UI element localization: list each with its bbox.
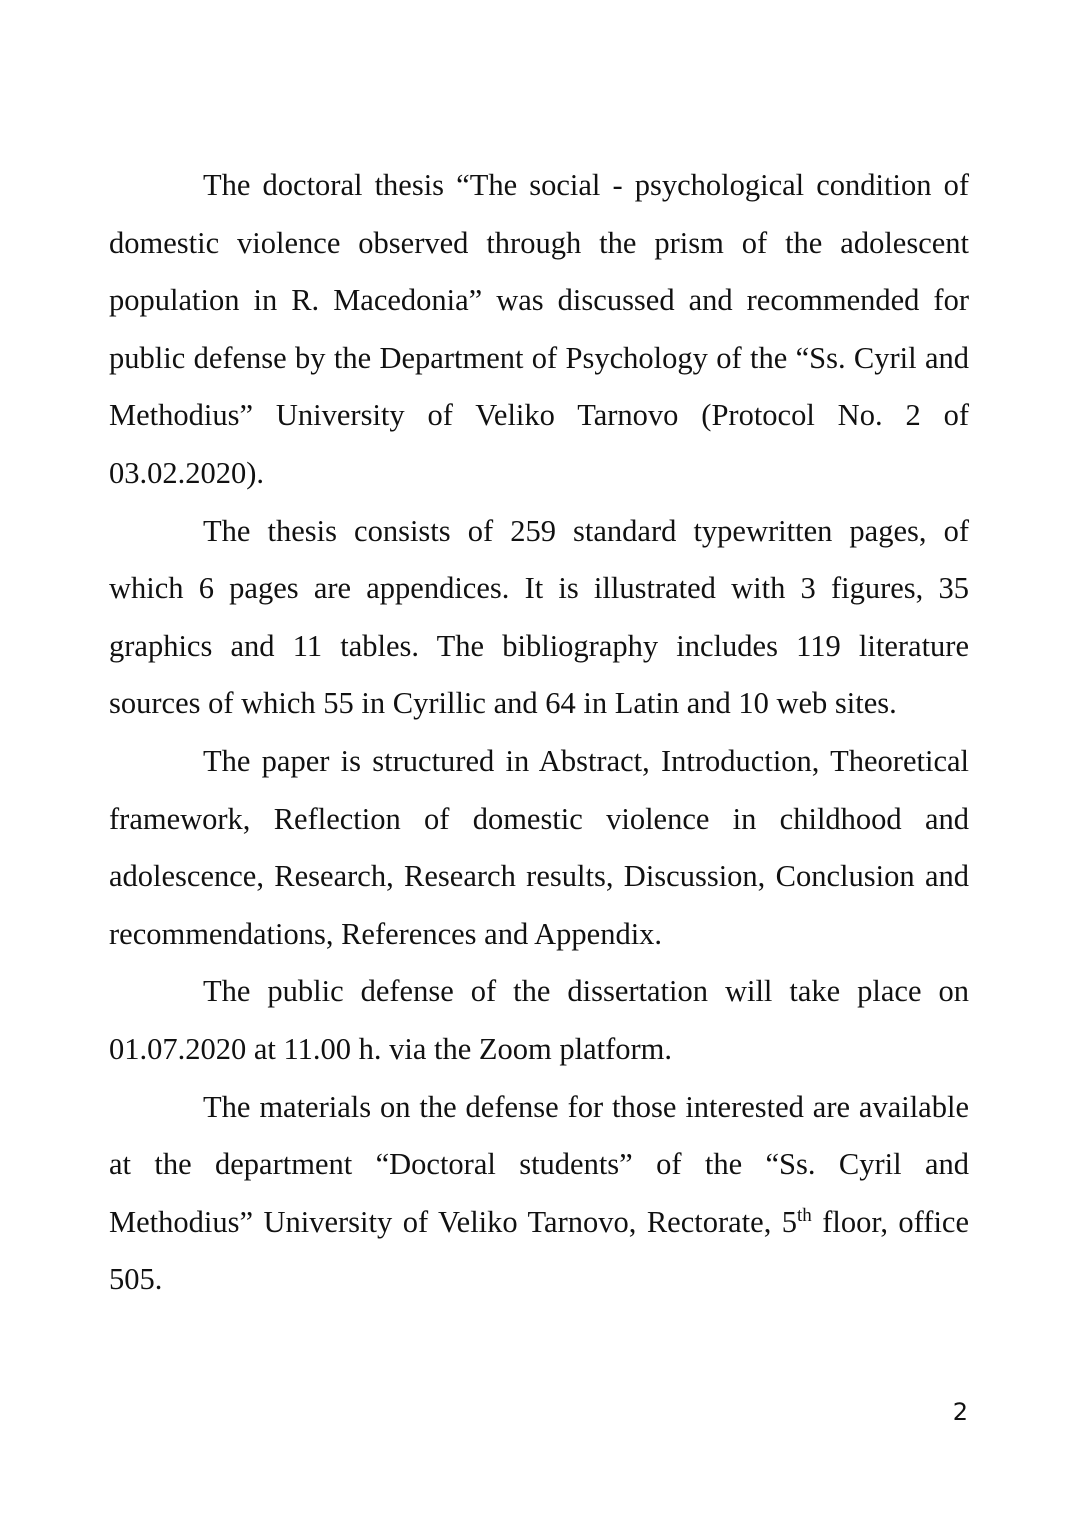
floor-ordinal-superscript: th <box>797 1204 812 1226</box>
body-text <box>109 157 969 1309</box>
paragraph-thesis-sections: The paper is structured in Abstract, Introduction, Theoretical framework, Reflection of domestic violence in childhood and adolescence, Research, Research results, Discussion, Conclusion and recommendations, References and Appendix. <box>109 743 969 951</box>
page-number: 2 <box>952 1398 968 1426</box>
paragraph-thesis-intro: The doctoral thesis “The social - psychological condition of domestic violence observed through the prism of the adolescent population in R. Macedonia” was discussed and recommended for public defense by the Department of Psychology of the “Ss. Cyril and Methodius” University of Veliko Tarnovo (Protocol No. 2 of 03.02.2020). <box>109 168 969 490</box>
paragraph-materials-location <box>109 1079 969 1309</box>
materials-text-before: The materials on the defense for those interested are available at the department “Doctoral students” of the “Ss. Cyril and Methodius” University of Veliko Tarnovo, Rectorate, 5 <box>109 1089 969 1239</box>
paragraph-defense-date: The public defense of the dissertation will take place on 01.07.2020 at 11.00 h. via the Zoom platform. <box>109 974 969 1066</box>
paragraph-thesis-structure-stats: The thesis consists of 259 standard typewritten pages, of which 6 pages are appendices. It is illustrated with 3 figures, 35 graphics and 11 tables. The bibliography includes 119 literature sources of which 55 in Cyrillic and 64 in Latin and 10 web sites. <box>109 513 969 721</box>
materials-text-after: floor, office 505. <box>109 1204 969 1297</box>
